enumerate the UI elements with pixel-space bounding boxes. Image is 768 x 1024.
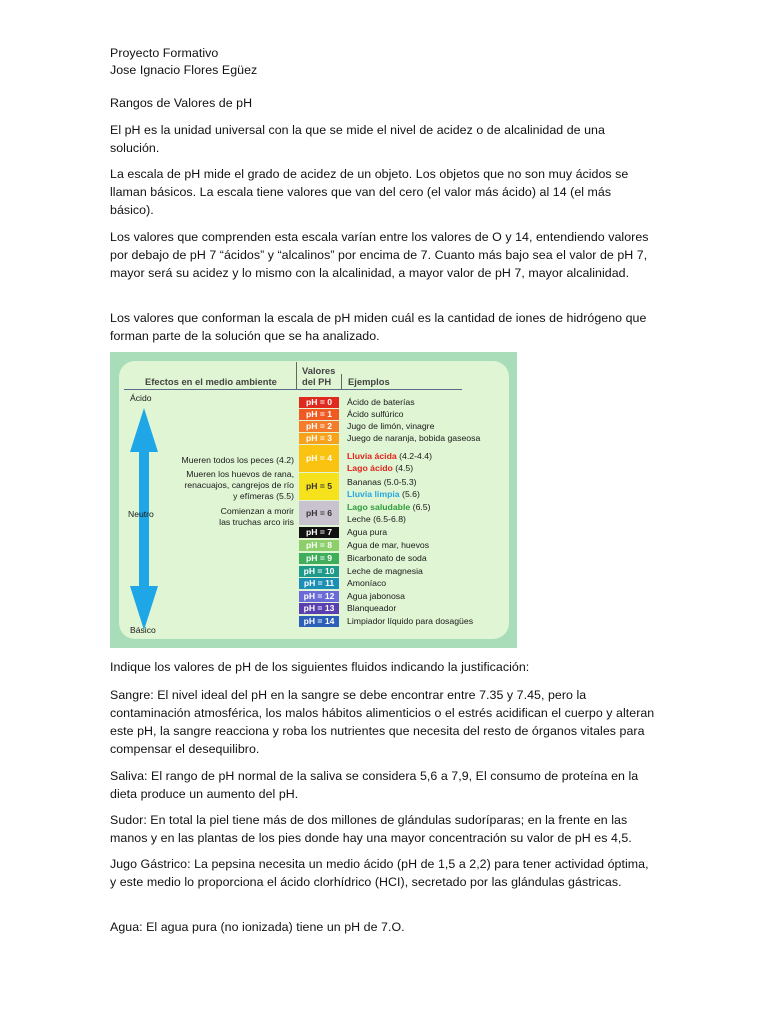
example-ph3: Juego de naranja, bobida gaseosa [347,433,481,443]
example-ph6a [347,502,431,513]
effect-trout-1: Comienzan a morir [220,506,294,516]
fluid-sudor: Sudor: En total la piel tiene más de dos millones de glándulas sudoríparas; en la frente en las manos y en las plantas de los pies donde hay una mayor concentración su valor de pH es 4,5. [110,813,632,845]
author-name: Jose Ignacio Flores Egüez [110,63,258,77]
section-title: Rangos de Valores de pH [110,96,253,110]
project-title: Proyecto Formativo [110,46,219,60]
ph-cell-12: pH = 12 [299,591,339,602]
fluid-saliva: Saliva: El rango de pH normal de la saliva se considera 5,6 a 7,9, El consumo de proteína en la dieta produce un aumento del pH. [110,769,639,801]
header-effects: Efectos en el medio ambiente [145,376,277,387]
ph-cell-7: pH = 7 [299,527,339,538]
label-acid: Ácido [130,393,152,403]
ph-cell-14: pH = 14 [299,616,339,627]
example-ph4a [347,451,432,462]
acid-rain-value: (4.2-4.4) [399,451,432,461]
fluid-agua: Agua: El agua pura (no ionizada) tiene un pH de 7.O. [110,920,405,934]
example-ph1: Ácido sulfúrico [347,409,404,419]
fluid-jugo-gastrico: Jugo Gástrico: La pepsina necesita un medio ácido (pH de 1,5 a 2,2) para tener actividad óptima, y este medio lo proporciona el ácido clorhídrico (HCI), secretado por las glándulas gástricas. [110,857,649,889]
ph-cell-3: pH = 3 [299,433,339,444]
header-rule [124,389,462,390]
ph-cell-9: pH = 9 [299,553,339,564]
acid-rain-label: Lluvia ácida [347,451,397,461]
paragraph-ions: Los valores que conforman la escala de pH miden cuál es la cantidad de iones de hidrógeno que forman parte de la solución que se ha analizado. [110,311,647,343]
ph-cell-13: pH = 13 [299,603,339,614]
ph-cell-10: pH = 10 [299,566,339,577]
healthy-lake-value: (6.5) [412,502,431,512]
ph-cell-2: pH = 2 [299,421,339,432]
effect-fish: Mueren todos los peces (4.2) [181,455,294,465]
ph-cell-8: pH = 8 [299,540,339,551]
header-divider-2 [341,374,342,390]
header-examples: Ejemplos [348,376,390,387]
acid-lake-value: (4.5) [395,463,414,473]
effect-frogs-3: y efímeras (5.5) [233,491,294,501]
example-ph4b [347,463,413,474]
acid-base-arrow-icon [128,408,160,630]
ph-cell-1: pH = 1 [299,409,339,420]
acid-lake-label: Lago ácido [347,463,393,473]
label-neutral: Neutro [128,509,154,519]
label-basic: Básico [130,625,156,635]
paragraph-definition: El pH es la unidad universal con la que se mide el nivel de acidez o de alcalinidad de una solución. [110,123,605,155]
effect-trout-2: las truchas arco iris [219,517,294,527]
example-ph0: Ácido de baterías [347,397,415,407]
ph-cell-4: pH = 4 [299,445,339,472]
example-ph6b: Leche (6.5-6.8) [347,514,406,524]
clean-rain-label: Lluvia limpia [347,489,400,499]
example-ph7: Agua pura [347,527,388,537]
header-divider-1 [296,362,297,390]
header-values-1: Valores [302,365,336,376]
fluid-sangre: Sangre: El nivel ideal del pH en la sangre se debe encontrar entre 7.35 y 7.45, pero la contaminación atmosférica, los malos hábitos alimenticios o el estrés acidifican el cuerpo y alteran este pH, la sangre reacciona y roba los nutrientes que necesita del resto de órganos vitales para compensar el desequilibro. [110,688,655,756]
header-values-2: del PH [302,376,332,387]
ph-cell-11: pH = 11 [299,578,339,589]
example-ph2: Jugo de limón, vinagre [347,421,435,431]
ph-cell-5: pH = 5 [299,473,339,500]
effect-frogs-1: Mueren los huevos de rana, [186,469,294,479]
ph-cell-0: pH = 0 [299,397,339,408]
effect-frogs-2: renacuajos, cangrejos de río [184,480,294,490]
example-ph9: Bicarbonato de soda [347,553,427,563]
example-ph8: Agua de mar, huevos [347,540,430,550]
example-ph12: Agua jabonosa [347,591,405,601]
ph-cell-6: pH = 6 [299,501,339,525]
example-ph5b [347,489,420,500]
example-ph13: Blanqueador [347,603,397,613]
healthy-lake-label: Lago saludable [347,502,411,512]
paragraph-range: Los valores que comprenden esta escala varían entre los valores de O y 14, entendiendo valores por debajo de pH 7 “ácidos” y “alcalinos” por encima de 7. Cuanto más bajo sea el valor de pH 7, mayor será su acidez y lo mismo con la alcalinidad, a mayor valor de pH 7, mayor alcalinidad. [110,230,649,280]
example-ph11: Amoníaco [347,578,387,588]
example-ph5a: Bananas (5.0-5.3) [347,477,417,487]
example-ph14: Limpiador líquido para dosagües [347,616,474,626]
example-ph10: Leche de magnesia [347,566,423,576]
clean-rain-value: (5.6) [402,489,420,499]
fluids-intro: Indique los valores de pH de los siguientes fluidos indicando la justificación: [110,660,530,674]
paragraph-scale: La escala de pH mide el grado de acidez de un objeto. Los objetos que no son muy ácidos se llaman básicos. La escala tiene valores que van del cero (el valor más ácido) al 14 (el más básico). [110,167,629,217]
